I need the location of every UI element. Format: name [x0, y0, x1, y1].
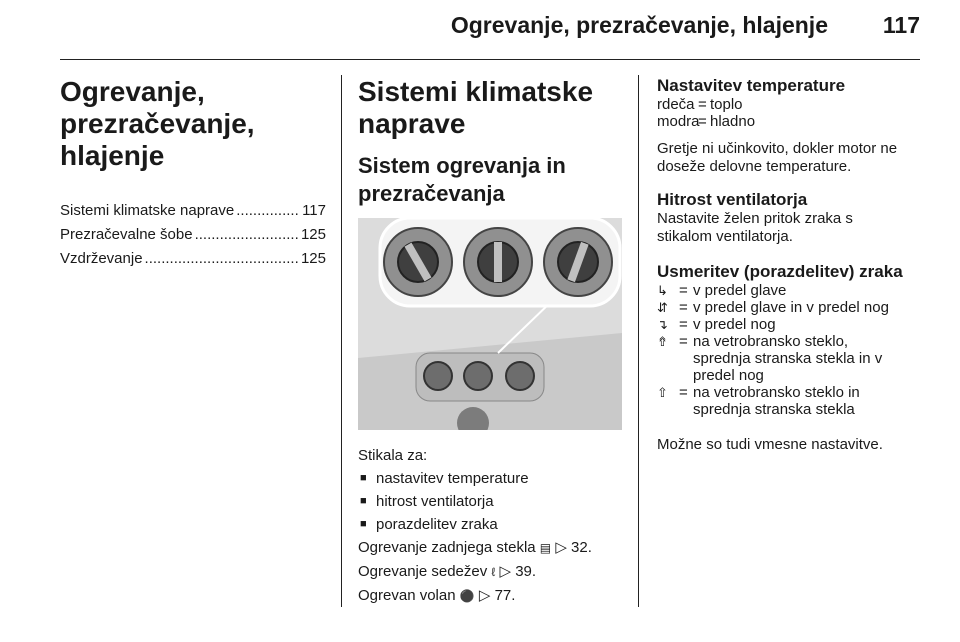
list-item-text: v predel glave [693, 282, 787, 299]
airflow-head-feet-icon: ⇵ [657, 300, 668, 315]
equals-sign: = [679, 299, 688, 316]
chapter-title-line: prezračevanje, [60, 108, 255, 139]
airflow-head-icon: ↳ [657, 283, 668, 298]
list-item-line: sprednja stranska stekla [693, 401, 855, 418]
list-item [657, 384, 919, 418]
fan-speed-text-line: stikalom ventilatorja. [657, 228, 793, 245]
table-of-contents [60, 202, 326, 274]
toc-leader [236, 202, 300, 219]
steering-wheel-heating-icon: ⚫ [459, 589, 475, 603]
bullet-icon: ■ [360, 495, 367, 507]
list-item-line: na vetrobransko steklo in [693, 384, 860, 401]
equals-sign: = [679, 316, 688, 333]
fan-knob-small [464, 362, 492, 390]
cross-reference[interactable] [358, 536, 622, 560]
equals-sign: = [698, 96, 707, 113]
list-item-line: na vetrobransko steklo, [693, 333, 849, 350]
definition-key: modra [657, 113, 700, 130]
switches-intro: Stikala za: [358, 447, 428, 464]
temperature-note-line: Gretje ni učinkovito, dokler motor ne [657, 140, 898, 157]
list-item [358, 513, 622, 536]
fan-speed-text-line: Nastavite želen pritok zraka s [657, 210, 853, 227]
list-item-line: predel nog [693, 367, 764, 384]
list-item-text [693, 333, 919, 384]
cross-reference-page: 39. [515, 563, 537, 580]
chapter-title [60, 76, 326, 172]
toc-entry-page: 125 [300, 250, 326, 267]
distribution-knob-small [506, 362, 534, 390]
cross-reference-page: 32. [571, 539, 592, 556]
definition-value: hladno [710, 113, 756, 130]
air-distribution-heading: Usmeritev (porazdelitev) zraka [657, 262, 903, 281]
chapter-title-line: hlajenje [60, 140, 165, 171]
list-item-text [693, 384, 919, 418]
fan-speed-heading: Hitrost ventilatorja [657, 190, 808, 209]
list-item [657, 282, 919, 299]
header-title: Ogrevanje, prezračevanje, hlajenje [450, 12, 828, 38]
airflow-feet-icon: ↴ [657, 317, 668, 332]
list-item [657, 316, 919, 333]
cross-reference-text: Ogrevanje sedežev [358, 563, 488, 580]
bullet-icon: ■ [360, 518, 367, 530]
page-reference-arrow-icon: ▷ [555, 539, 567, 556]
toc-leader [145, 250, 299, 267]
rear-window-heating-icon: ▤ [539, 541, 552, 555]
cross-reference[interactable] [358, 584, 622, 608]
temperature-heading: Nastavitev temperature [657, 76, 846, 95]
list-item-line: sprednja stranska stekla in v [693, 350, 883, 367]
section-heading [358, 76, 622, 140]
temperature-knob-small [424, 362, 452, 390]
column-divider-1 [341, 75, 342, 607]
definition-value: toplo [710, 96, 743, 113]
cross-reference-text: Ogrevanje zadnjega stekla [358, 539, 536, 556]
climate-control-illustration [358, 218, 622, 430]
airflow-windscreen-feet-icon: ⇮ [657, 334, 668, 349]
list-item-text: v predel nog [693, 316, 776, 333]
column-3 [657, 76, 919, 454]
equals-sign: = [679, 384, 688, 401]
definition-key: rdeča [657, 96, 695, 113]
toc-entry[interactable] [60, 250, 326, 274]
temperature-note [657, 140, 919, 176]
subsection-heading [358, 152, 622, 208]
closing-note: Možne so tudi vmesne nastavitve. [657, 436, 883, 453]
seat-heating-icon: ℓ [491, 565, 496, 579]
toc-entry-page: 117 [302, 202, 326, 219]
header-rule [60, 59, 920, 60]
section-heading-line: Sistemi klimatske [358, 76, 594, 107]
subsection-heading-line: Sistem ogrevanja in [358, 153, 566, 178]
cross-reference-page: 77. [494, 587, 516, 604]
fan-speed-text [657, 210, 919, 246]
bullet-icon: ■ [360, 472, 367, 484]
toc-entry[interactable] [60, 202, 326, 226]
toc-entry-title: Prezračevalne šobe [60, 226, 193, 243]
column-divider-2 [638, 75, 639, 607]
definition-row [657, 113, 919, 130]
cross-reference-text: Ogrevan volan [358, 587, 456, 604]
column-2 [358, 76, 622, 608]
page-number: 117 [882, 12, 920, 38]
list-item-text: porazdelitev zraka [376, 516, 498, 533]
toc-entry-title: Vzdrževanje [60, 250, 143, 267]
list-item-text: hitrost ventilatorja [376, 493, 494, 510]
toc-entry-page: 125 [300, 226, 326, 243]
page-reference-arrow-icon: ▷ [499, 563, 512, 580]
list-item-text: nastavitev temperature [376, 470, 529, 487]
equals-sign: = [679, 282, 688, 299]
column-1 [60, 76, 326, 274]
air-distribution-list [657, 282, 919, 418]
section-heading-line: naprave [358, 108, 466, 139]
toc-entry[interactable] [60, 226, 326, 250]
chapter-title-line: Ogrevanje, [60, 76, 205, 107]
climate-control-figure [358, 218, 622, 430]
switch-list [358, 467, 622, 536]
list-item [358, 467, 622, 490]
list-item-text: v predel glave in v predel nog [693, 299, 889, 316]
equals-sign: = [679, 333, 688, 350]
toc-entry-title: Sistemi klimatske naprave [60, 202, 235, 219]
toc-leader [195, 226, 299, 243]
subsection-heading-line: prezračevanja [358, 181, 505, 206]
equals-sign: = [698, 113, 707, 130]
temperature-note-line: doseže delovne temperature. [657, 158, 852, 175]
definition-row [657, 96, 919, 113]
list-item [657, 299, 919, 316]
list-item [657, 333, 919, 384]
page-reference-arrow-icon: ▷ [478, 587, 491, 604]
airflow-windscreen-icon: ⇧ [657, 385, 668, 400]
list-item [358, 490, 622, 513]
cross-reference[interactable] [358, 560, 622, 584]
